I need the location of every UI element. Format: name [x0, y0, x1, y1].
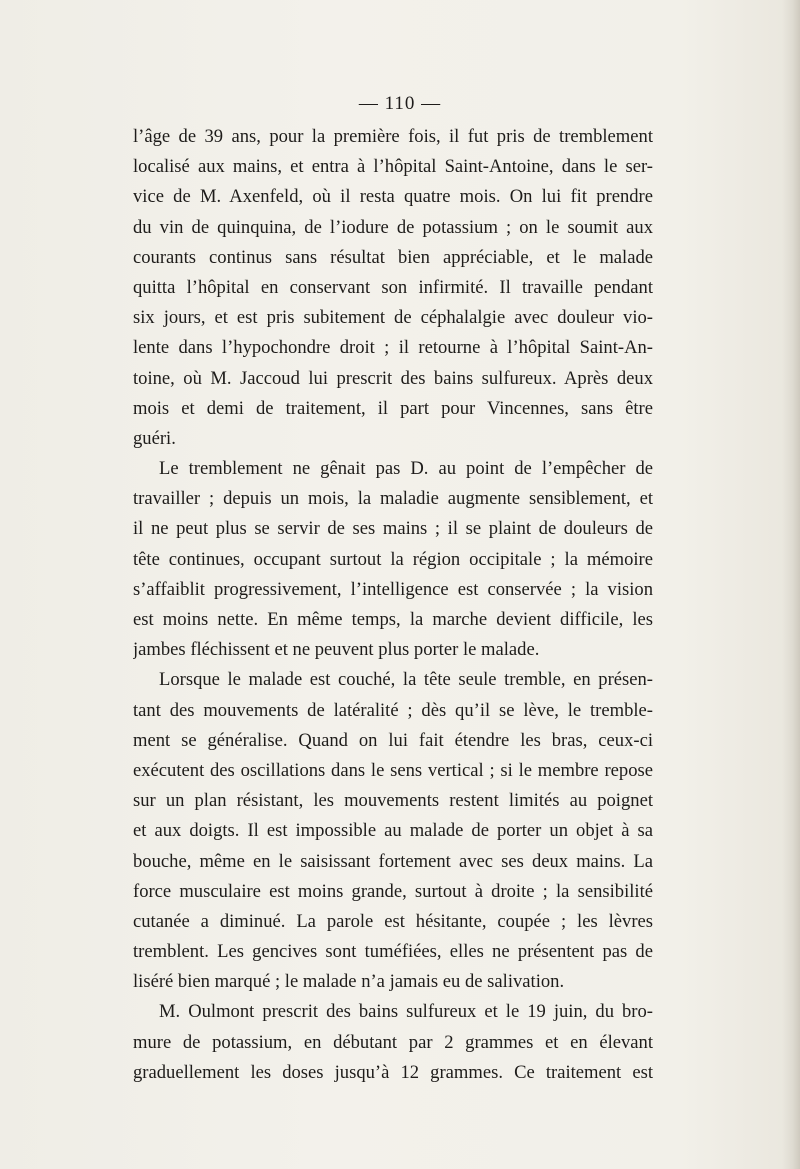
text-line: exécutent des oscillations dans le sens vertical ; si le membre repose: [133, 759, 653, 781]
text-line: vice de M. Axenfeld, où il resta quatre mois. On lui fit prendre: [133, 186, 653, 208]
text-line: sur un plan résistant, les mouvements restent limités au poignet: [133, 790, 653, 812]
text-line: lente dans l’hypochondre droit ; il retourne à l’hôpital Saint-An-: [133, 337, 653, 359]
text-line: graduellement les doses jusqu’à 12 grammes. Ce traitement est: [133, 1061, 653, 1083]
text-line: localisé aux mains, et entra à l’hôpital Saint-Antoine, dans le ser-: [133, 156, 653, 178]
text-line: tête continues, occupant surtout la région occipitale ; la mémoire: [133, 548, 653, 570]
text-line: force musculaire est moins grande, surtout à droite ; la sensibilité: [133, 880, 653, 902]
text-line: toine, où M. Jaccoud lui prescrit des bains sulfureux. Après deux: [133, 367, 653, 389]
text-line: tant des mouvements de latéralité ; dès qu’il se lève, le tremble-: [133, 699, 653, 721]
text-line: il ne peut plus se servir de ses mains ; il se plaint de douleurs de: [133, 518, 653, 540]
page-edge-shadow: [782, 0, 800, 1169]
text-line: du vin de quinquina, de l’iodure de potassium ; on le soumit aux: [133, 216, 653, 238]
text-line: jambes fléchissent et ne peuvent plus porter le malade.: [133, 639, 540, 661]
text-line: mure de potassium, en débutant par 2 grammes et en élevant: [133, 1031, 653, 1053]
text-line: Lorsque le malade est couché, la tête seule tremble, en présen-: [159, 669, 653, 691]
text-line: cutanée a diminué. La parole est hésitante, coupée ; les lèvres: [133, 910, 653, 932]
text-line: est moins nette. En même temps, la marche devient difficile, les: [133, 609, 653, 630]
text-line: tremblent. Les gencives sont tuméfiées, elles ne présentent pas de: [133, 941, 653, 963]
text-line: mois et demi de traitement, il part pour Vincennes, sans être: [133, 397, 653, 419]
text-line: quitta l’hôpital en conservant son infirmité. Il travaille pendant: [133, 276, 653, 298]
text-line: travailler ; depuis un mois, la maladie augmente sensiblement, et: [133, 488, 653, 510]
text-line: l’âge de 39 ans, pour la première fois, il fut pris de tremblement: [133, 126, 653, 147]
text-line: et aux doigts. Il est impossible au malade de porter un objet à sa: [133, 820, 653, 842]
body-text: [133, 122, 653, 1088]
text-line: six jours, et est pris subitement de céphalalgie avec douleur vio-: [133, 307, 653, 329]
text-line: M. Oulmont prescrit des bains sulfureux et le 19 juin, du bro-: [159, 1001, 653, 1023]
text-line: bouche, même en le saisissant fortement avec ses deux mains. La: [133, 850, 653, 872]
text-line: s’affaiblit progressivement, l’intelligence est conservée ; la vision: [133, 578, 653, 600]
text-line: liséré bien marqué ; le malade n’a jamais eu de salivation.: [133, 971, 565, 993]
text-line: Le tremblement ne gênait pas D. au point de l’empêcher de: [159, 458, 653, 480]
text-line: guéri.: [133, 427, 176, 449]
text-line: ment se généralise. Quand on lui fait étendre les bras, ceux-ci: [133, 729, 653, 751]
text-line: courants continus sans résultat bien appréciable, et le malade: [133, 246, 653, 268]
page-number: — 110 —: [358, 93, 442, 114]
